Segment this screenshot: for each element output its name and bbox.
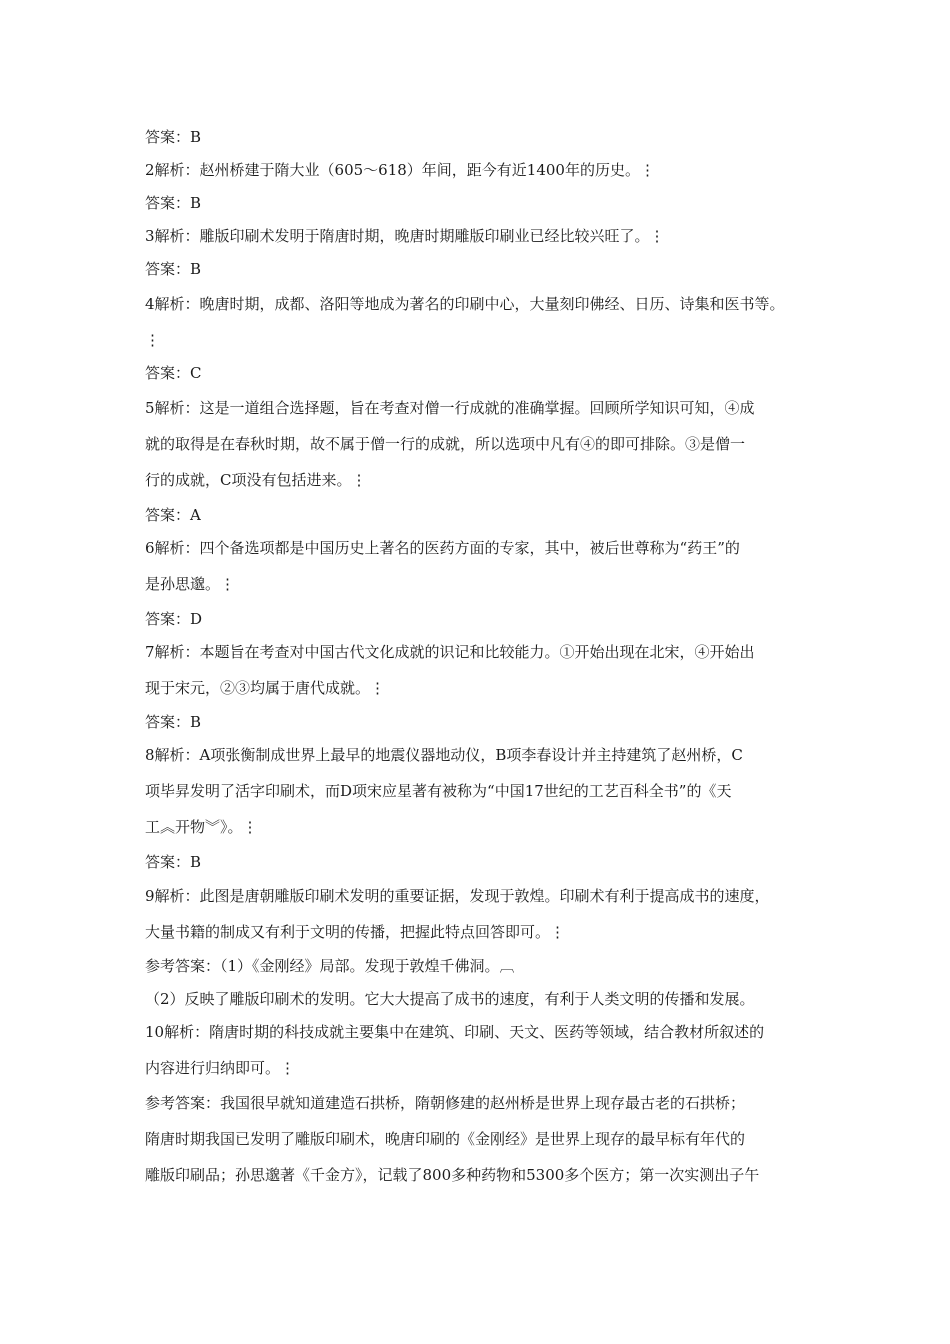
reference-answer-9-part2: （2）反映了雕版印刷术的发明。它大大提高了成书的速度，有利于人类文明的传播和发展。 xyxy=(145,990,755,1008)
analysis-line-9: 9解析：此图是唐朝雕版印刷术发明的重要证据，发现于敦煌。印刷术有利于提高成书的速度， xyxy=(145,887,770,905)
analysis-line-10-cont: 内容进行归纳即可。⋮ xyxy=(145,1059,296,1077)
analysis-line-5: 5解析：这是一道组合选择题，旨在考查对僧一行成就的准确掌握。回顾所学知识可知，④成 xyxy=(145,399,755,417)
analysis-line-5-cont1: 就的取得是在春秋时期，故不属于僧一行的成就，所以选项中凡有④的即可排除。③是僧一 xyxy=(145,435,746,453)
answer-line-8: 答案：B xyxy=(145,853,202,871)
analysis-line-2: 2解析：赵州桥建于隋大业（605～618）年间，距今有近1400年的历史。⋮ xyxy=(145,161,655,179)
reference-answer-9-part1: 参考答案：（1）《金刚经》局部。发现于敦煌千佛洞。︹ xyxy=(145,957,515,975)
analysis-line-3: 3解析：雕版印刷术发明于隋唐时期，晚唐时期雕版印刷业已经比较兴旺了。⋮ xyxy=(145,227,665,245)
answer-line-2: 答案：B xyxy=(145,194,202,212)
analysis-line-4-cont: ⋮ xyxy=(145,331,160,349)
analysis-line-8-cont2: 工︽开物︾》。⋮ xyxy=(145,818,258,836)
analysis-line-10: 10解析：隋唐时期的科技成就主要集中在建筑、印刷、天文、医药等领域，结合教材所叙述的 xyxy=(145,1023,765,1041)
analysis-line-6-cont: 是孙思邈。⋮ xyxy=(145,575,236,593)
analysis-line-6: 6解析：四个备选项都是中国历史上著名的医药方面的专家，其中，被后世尊称为“药王”的 xyxy=(145,539,740,557)
analysis-line-8-cont1: 项毕昇发明了活字印刷术，而D项宋应星著有被称为“中国17世纪的工艺百科全书”的《天 xyxy=(145,782,732,800)
analysis-line-9-cont: 大量书籍的制成又有利于文明的传播，把握此特点回答即可。⋮ xyxy=(145,923,566,941)
answer-line-7: 答案：B xyxy=(145,713,202,731)
analysis-line-7-cont: 现于宋元，②③均属于唐代成就。⋮ xyxy=(145,679,386,697)
answer-line-3: 答案：B xyxy=(145,260,202,278)
analysis-line-8: 8解析：A项张衡制成世界上最早的地震仪器地动仪，B项李春设计并主持建筑了赵州桥，C xyxy=(145,746,743,764)
answer-line-4: 答案：C xyxy=(145,364,202,382)
reference-answer-10-line1: 参考答案：我国很早就知道建造石拱桥，隋朝修建的赵州桥是世界上现存最古老的石拱桥； xyxy=(145,1094,746,1112)
analysis-line-7: 7解析：本题旨在考查对中国古代文化成就的识记和比较能力。①开始出现在北宋，④开始出 xyxy=(145,643,755,661)
reference-answer-10-line2: 隋唐时期我国已发明了雕版印刷术，晚唐印刷的《金刚经》是世界上现存的最早标有年代的 xyxy=(145,1130,746,1148)
reference-answer-10-line3: 雕版印刷品；孙思邈著《千金方》，记载了800多种药物和5300多个医方；第一次实测出子午 xyxy=(145,1166,760,1184)
answer-line-6: 答案：D xyxy=(145,610,203,628)
answer-line-5: 答案：A xyxy=(145,506,201,524)
analysis-line-4: 4解析：晚唐时期，成都、洛阳等地成为著名的印刷中心，大量刻印佛经、日历、诗集和医书等。 xyxy=(145,295,785,313)
answer-line-1: 答案：B xyxy=(145,128,202,146)
analysis-line-5-cont2: 行的成就，C项没有包括进来。⋮ xyxy=(145,471,367,489)
